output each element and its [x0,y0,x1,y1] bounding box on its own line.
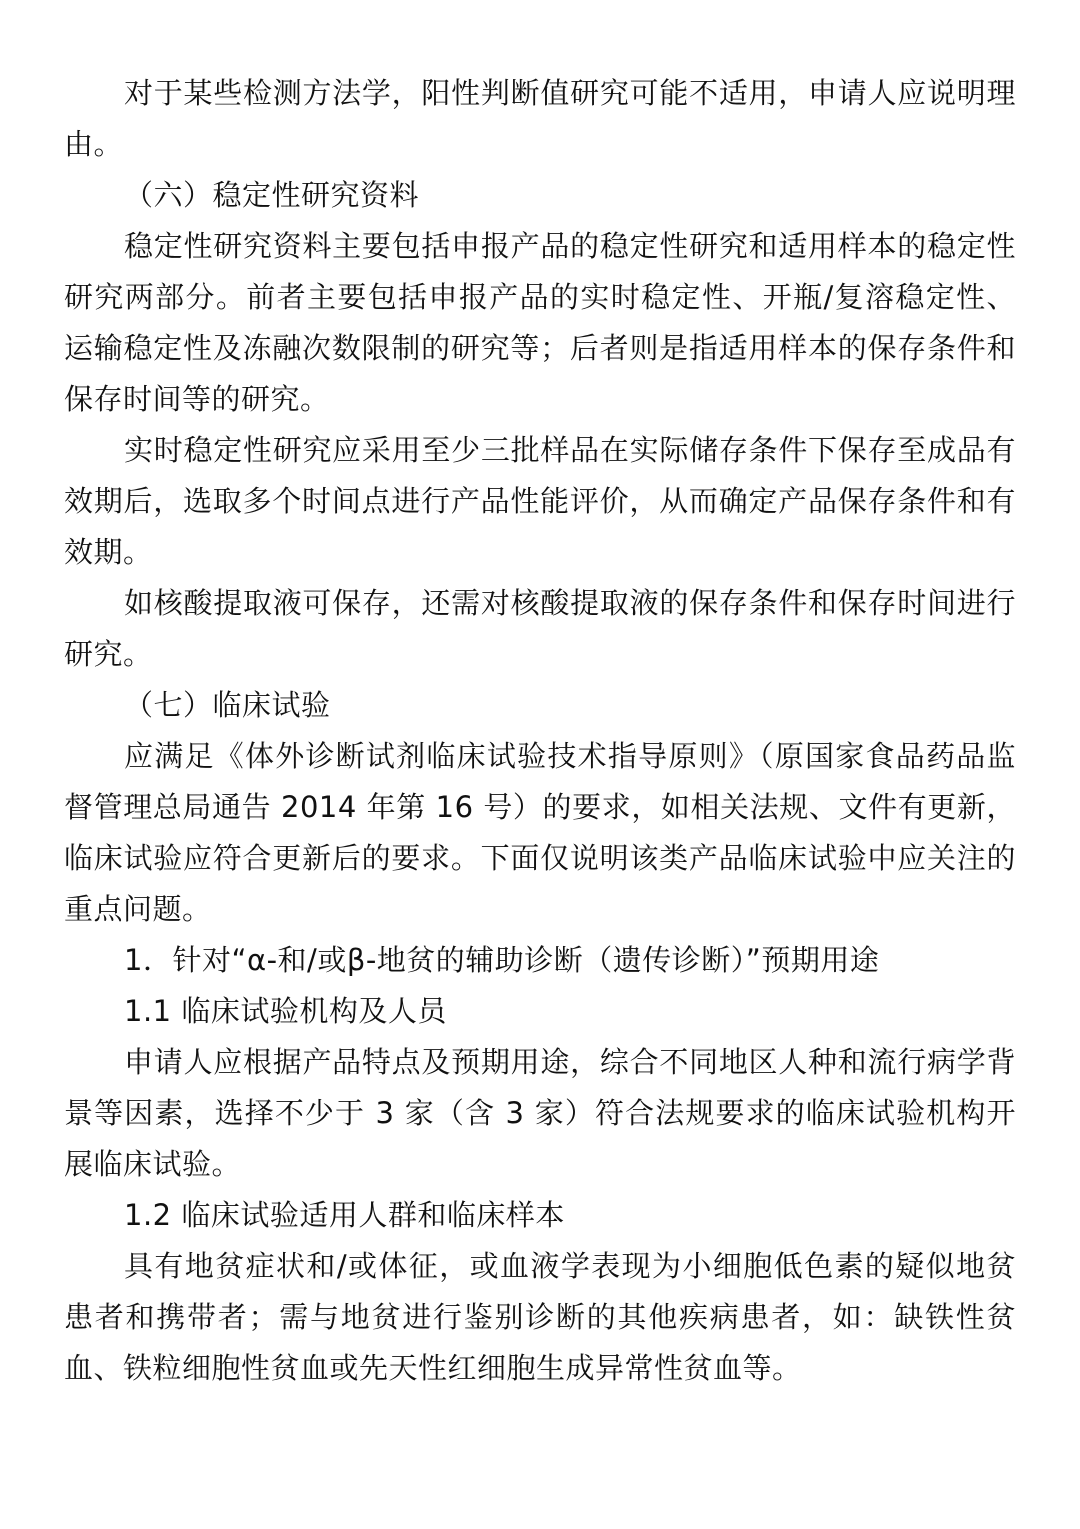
subheading-institutions: 1.1 临床试验机构及人员 [124,994,447,1028]
paragraph-stability-overview: 稳定性研究资料主要包括申报产品的稳定性研究和适用样本的稳定性研究两部分。前者主要包括申报产品的实时稳定性、开瓶/复溶稳定性、运输稳定性及冻融次数限制的研究等；后者则是指适用样本的保存条件和保存时间等的研究。 [64,229,1016,416]
paragraph-cutoff-note: 对于某些检测方法学，阳性判断值研究可能不适用，申请人应说明理由。 [64,76,1016,161]
document-body [64,68,1016,1394]
subheading-intended-use: 1．针对“α-和/或β-地贫的辅助诊断（遗传诊断）”预期用途 [124,943,880,977]
paragraph-clinical-requirements: 应满足《体外诊断试剂临床试验技术指导原则》（原国家食品药品监督管理总局通告 2014 年第 16 号）的要求，如相关法规、文件有更新，临床试验应符合更新后的要求。下面仅说明该类产品临床试验中应关注的重点问题。 [64,739,1016,926]
subheading-population-samples: 1.2 临床试验适用人群和临床样本 [124,1198,565,1232]
section-heading-clinical-trial: （七）临床试验 [124,688,331,722]
paragraph-realtime-stability: 实时稳定性研究应采用至少三批样品在实际储存条件下保存至成品有效期后，选取多个时间点进行产品性能评价，从而确定产品保存条件和有效期。 [64,433,1016,569]
paragraph-institutions: 申请人应根据产品特点及预期用途，综合不同地区人种和流行病学背景等因素，选择不少于 3 家（含 3 家）符合法规要求的临床试验机构开展临床试验。 [64,1045,1016,1181]
paragraph-extraction-storage: 如核酸提取液可保存，还需对核酸提取液的保存条件和保存时间进行研究。 [64,586,1016,671]
section-heading-stability: （六）稳定性研究资料 [124,178,420,212]
paragraph-population-samples: 具有地贫症状和/或体征，或血液学表现为小细胞低色素的疑似地贫患者和携带者；需与地贫进行鉴别诊断的其他疾病患者，如：缺铁性贫血、铁粒细胞性贫血或先天性红细胞生成异常性贫血等。 [64,1249,1016,1385]
